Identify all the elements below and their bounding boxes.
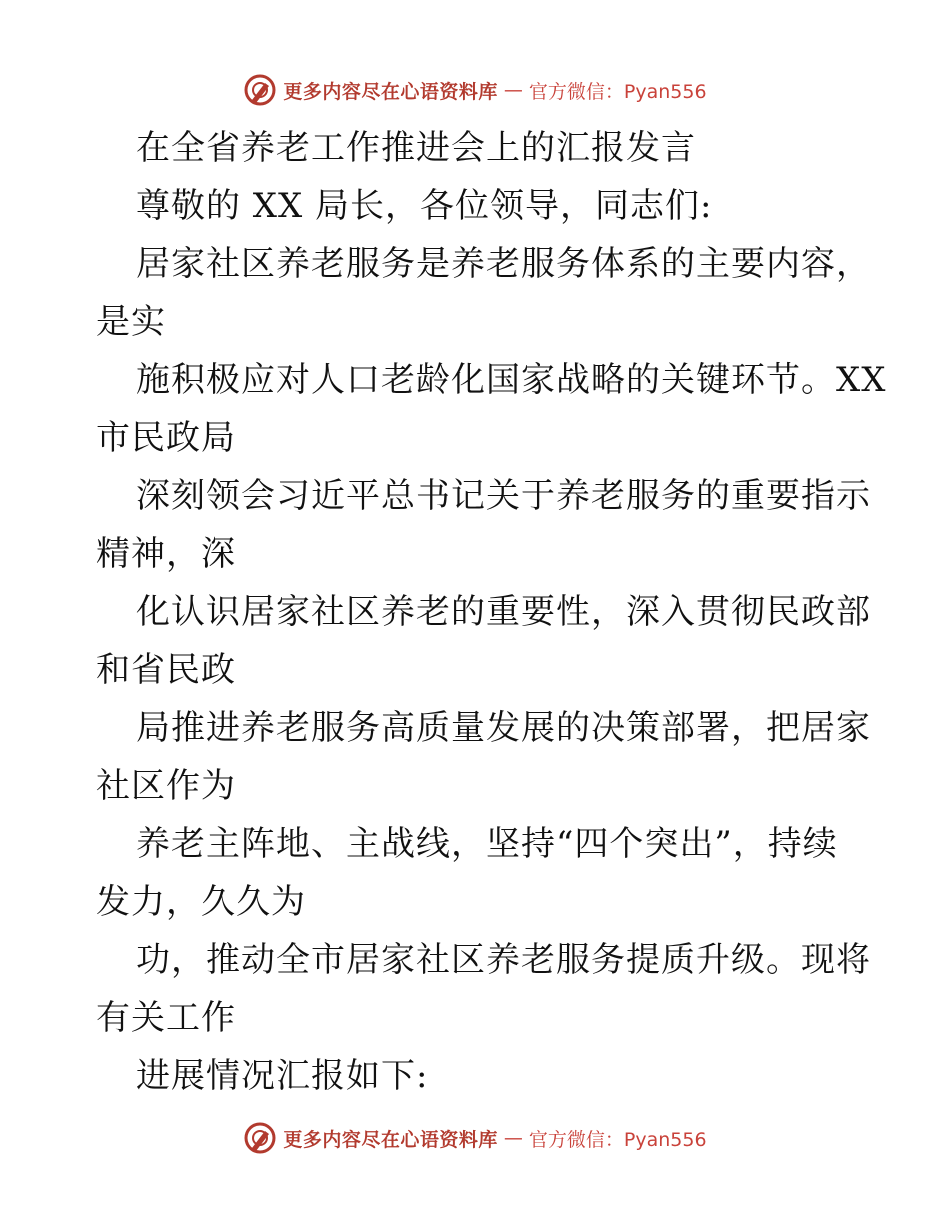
body-line: 施积极应对人口老龄化国家战略的关键环节。XX <box>136 360 887 400</box>
watermark-wechat-text: 官方微信：Pyan556 <box>528 80 707 103</box>
body-line: 发力，久久为 <box>96 882 306 922</box>
watermark-wechat-text: 官方微信：Pyan556 <box>528 1128 707 1151</box>
body-line: 局推进养老服务高质量发展的决策部署，把居家 <box>136 708 871 748</box>
document-title: 在全省养老工作推进会上的汇报发言 <box>136 128 696 168</box>
pen-logo-icon <box>243 1121 277 1155</box>
body-line: 化认识居家社区养老的重要性，深入贯彻民政部 <box>136 592 871 632</box>
body-line: 精神，深 <box>96 534 236 574</box>
watermark-footer <box>0 1118 950 1158</box>
watermark-dash: — <box>503 79 523 101</box>
watermark-site-text: 更多内容尽在心语资料库 <box>283 1128 498 1151</box>
body-line: 有关工作 <box>96 998 236 1038</box>
body-line: 和省民政 <box>96 650 236 690</box>
document-body <box>96 119 887 1105</box>
watermark-site-text: 更多内容尽在心语资料库 <box>283 80 498 103</box>
body-line: 进展情况汇报如下: <box>136 1056 429 1096</box>
body-line: 养老主阵地、主战线，坚持“四个突出”，持续 <box>136 824 838 864</box>
body-line: 社区作为 <box>96 766 236 806</box>
body-line: 是实 <box>96 302 166 342</box>
watermark-header <box>0 70 950 110</box>
pen-logo-icon <box>243 73 277 107</box>
body-line: 市民政局 <box>96 418 236 458</box>
body-line: 深刻领会习近平总书记关于养老服务的重要指示 <box>136 476 871 516</box>
watermark-dash: — <box>503 1127 523 1149</box>
body-line: 功，推动全市居家社区养老服务提质升级。现将 <box>136 940 871 980</box>
body-line: 居家社区养老服务是养老服务体系的主要内容， <box>136 244 871 284</box>
salutation: 尊敬的 XX 局长，各位领导，同志们: <box>136 186 713 226</box>
